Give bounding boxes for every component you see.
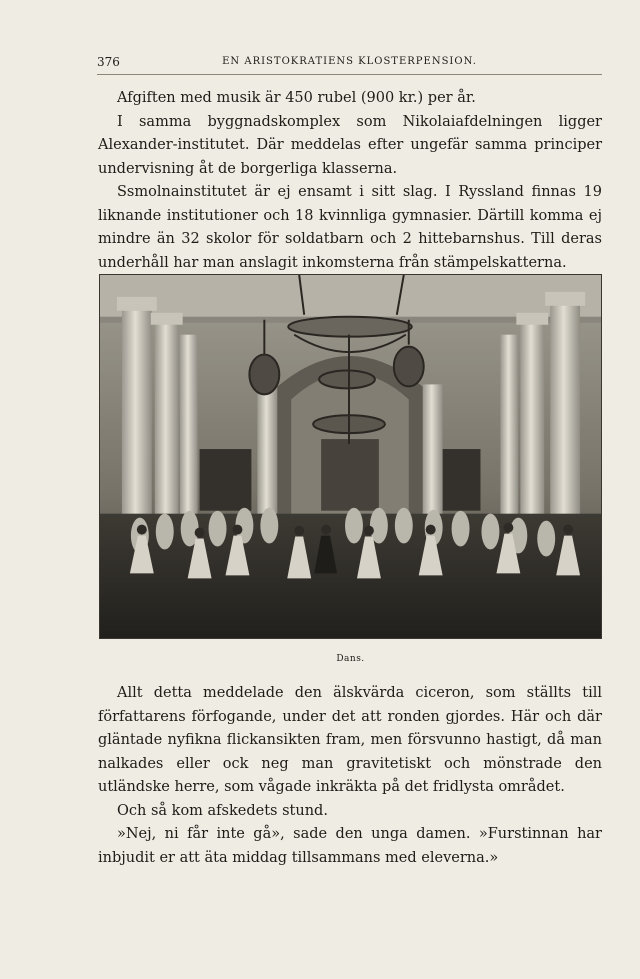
column-left-3 [180, 335, 198, 529]
running-title: EN ARISTOKRATIENS KLOSTERPENSION. [222, 56, 477, 67]
column-right-2 [516, 313, 548, 534]
figure-caption: Dans. [336, 654, 365, 664]
column-right-1 [545, 292, 585, 534]
paragraph-alexander-institute: I samma byggnadskomplex som Nikolaiafdelningen ligger Alexander-institutet. Där meddelas efter ungefär samma principer undervisning åt de borgerliga klasserna. [98, 113, 602, 177]
paragraph-smolna-institute: Ssmolnainstitutet är ej ensamt i sitt slag. I Ryssland finnas 19 liknande institutioner och 18 kvinnliga gymnasier. Därtill komma ej mindre än 32 skolor för soldatbarn och 2 hittebarnshus. Till deras underhåll har man anslagit inkomsterna från stämpelskatterna. [98, 184, 602, 271]
dance-photograph [99, 274, 602, 639]
column-left-1 [117, 297, 157, 534]
page-header [97, 54, 602, 75]
column-left-2 [151, 313, 183, 534]
column-right-3 [500, 335, 518, 529]
paragraph-cicerone: Allt detta meddelade den älskvärda ciceron, som ställts till författarens förfogande, under det att ronden gjordes. Här och där gläntade nyfikna flickansikten fram, men försvunno hastigt, då man nalkades eller ock neg man gravitetiskt och mönstrade den utländske herre, som vågade inkräkta på det fridlysta området. [98, 685, 602, 795]
paragraph-farewell: Och så kom afskedets stund. [117, 802, 328, 819]
body-text-upper [98, 87, 602, 275]
paragraph-dialogue: »Nej, ni får inte gå», sade den unga damen. »Furstinnan har inbjudit er att äta middag tillsammans med eleverna.» [98, 826, 602, 866]
body-text-lower [98, 682, 602, 870]
page-number: 376 [97, 55, 120, 69]
paragraph-fee: Afgiften med musik är 450 rubel (900 kr.) per år. [117, 90, 476, 106]
column-center-right [423, 384, 443, 523]
column-center-left [257, 384, 277, 523]
